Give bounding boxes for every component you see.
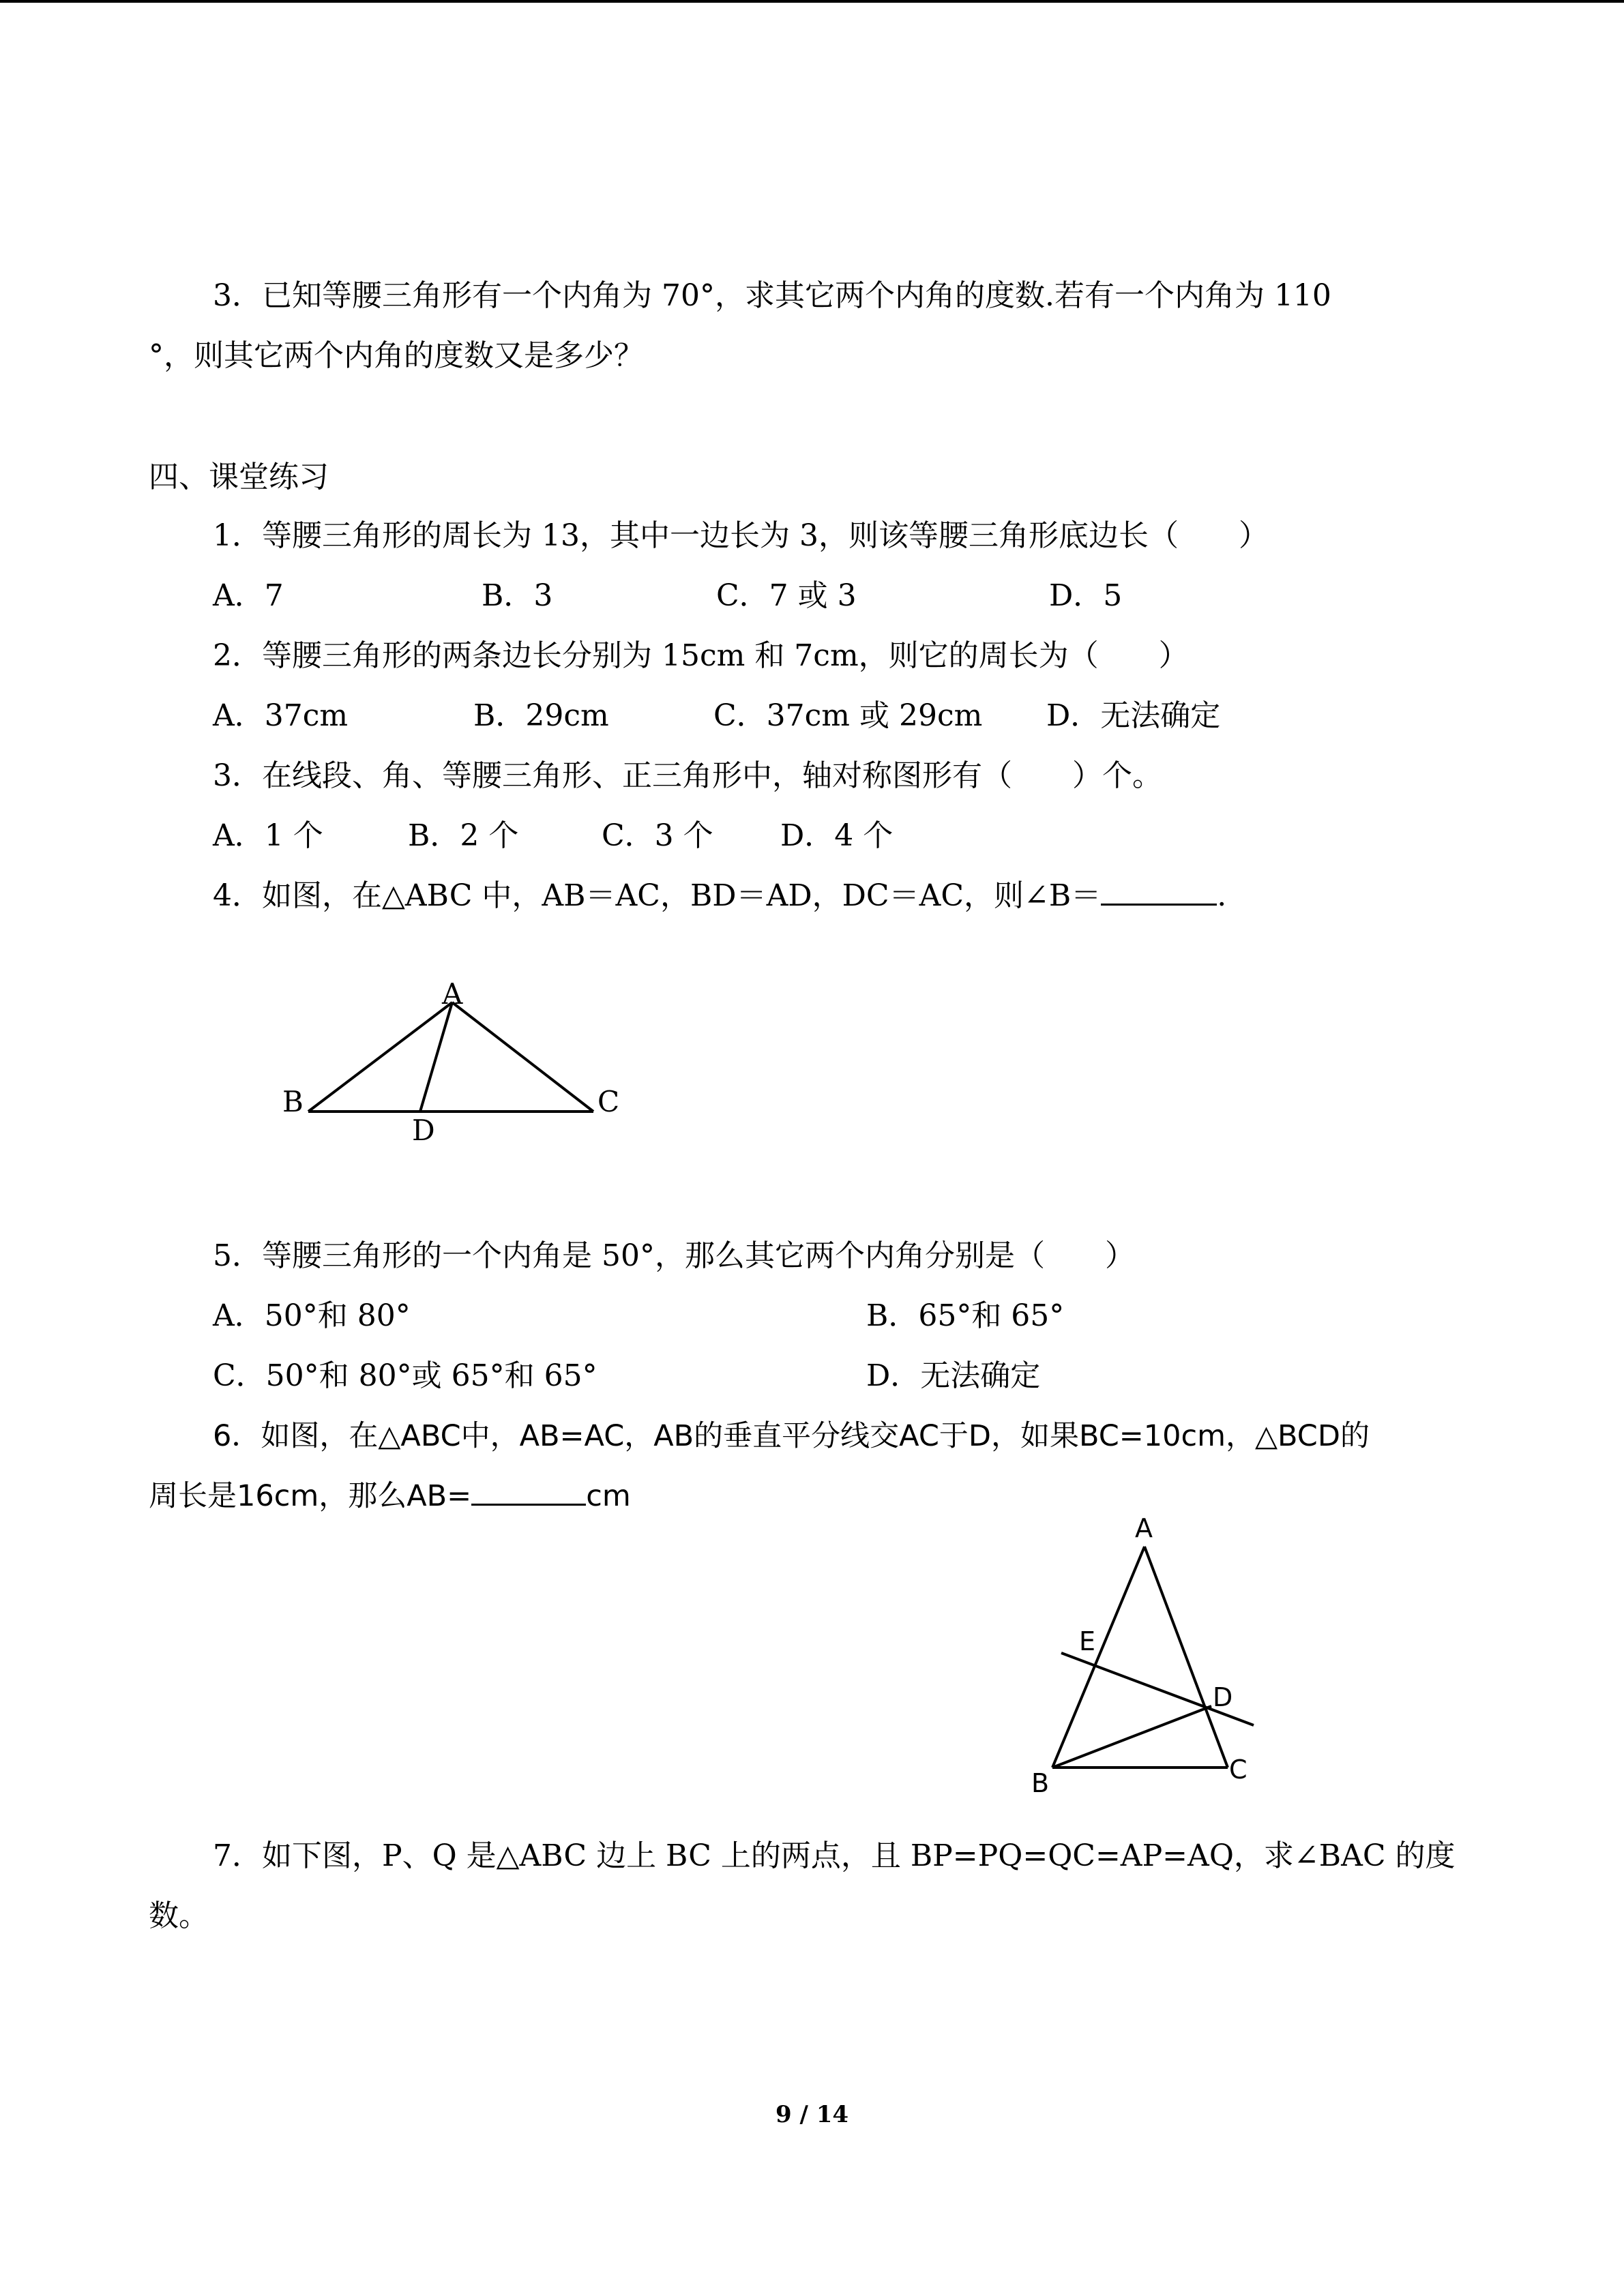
exercise-3-option-d: D．4 个 — [780, 818, 894, 853]
exercise-5-option-d: D．无法确定 — [866, 1358, 1041, 1393]
figure4-label-d: D — [412, 1114, 435, 1147]
exercise-1-option-a: A．7 — [213, 578, 284, 613]
figure4-label-a: A — [442, 977, 463, 1011]
exercise-5-option-b: B．65°和 65° — [866, 1298, 1065, 1333]
exercise-1-stem: 1．等腰三角形的周长为 13，其中一边长为 3，则该等腰三角形底边长（ ） — [213, 518, 1269, 553]
figure6-label-e: E — [1079, 1626, 1096, 1656]
figure6-side-ac — [1145, 1547, 1228, 1768]
exercise-2-option-a: A．37cm — [213, 698, 349, 733]
exercise-5-option-c: C．50°和 80°或 65°和 65° — [213, 1358, 597, 1393]
exercise-2-option-d: D．无法确定 — [1046, 698, 1221, 733]
exercise-1-option-b: B．3 — [482, 578, 553, 613]
figure4-label-c: C — [597, 1085, 620, 1118]
exercise-6-text: 周长是16cm，那么AB= — [149, 1479, 472, 1513]
exercise-4-period: . — [1217, 878, 1227, 913]
exercise-5-stem: 5．等腰三角形的一个内角是 50°，那么其它两个内角分别是（ ） — [213, 1238, 1135, 1273]
figure6-segment-bd — [1052, 1706, 1211, 1768]
question-3-line2: °，则其它两个内角的度数又是多少？ — [149, 338, 644, 373]
question-3-line1: 3．已知等腰三角形有一个内角为 70°，求其它两个内角的度数.若有一个内角为 110 — [213, 278, 1331, 313]
exercise-2-option-b: B．29cm — [473, 698, 609, 733]
exercise-1-option-c: C．7 或 3 — [716, 578, 857, 613]
exercise-3-option-b: B．2 个 — [408, 818, 519, 853]
exercise-2-option-c: C．37cm 或 29cm — [713, 698, 983, 733]
exercise-6-line1: 6．如图，在△ABC中，AB=AC，AB的垂直平分线交AC于D，如果BC=10cm，△BCD的 — [213, 1419, 1370, 1453]
exercise-3-option-c: C．3 个 — [602, 818, 713, 853]
page-number: 9 / 14 — [775, 2101, 849, 2128]
section-title: 四、课堂练习 — [149, 460, 329, 494]
exercise-6-unit: cm — [586, 1479, 631, 1513]
exercise-3-stem: 3．在线段、角、等腰三角形、正三角形中，轴对称图形有（ ）个。 — [213, 758, 1162, 793]
exercise-2-stem: 2．等腰三角形的两条边长分别为 15cm 和 7cm，则它的周长为（ ） — [213, 638, 1189, 673]
figure6-label-a: A — [1135, 1513, 1153, 1543]
figure6-label-b: B — [1031, 1768, 1050, 1798]
figure6-side-ab — [1052, 1547, 1145, 1768]
figure6-label-d: D — [1213, 1682, 1233, 1712]
figure6-label-c: C — [1229, 1755, 1247, 1785]
exercise-7-line1: 7．如下图，P、Q 是△ABC 边上 BC 上的两点，且 BP=PQ=QC=AP=AQ，求∠BAC 的度 — [213, 1838, 1456, 1873]
exercise-7-line2: 数。 — [149, 1898, 209, 1933]
figure4-label-b: B — [282, 1085, 304, 1118]
exercise-5-option-a: A．50°和 80° — [213, 1298, 411, 1333]
exercise-1-option-d: D．5 — [1049, 578, 1123, 613]
exercise-3-option-a: A．1 个 — [213, 818, 323, 853]
exercise-4-text: 4．如图，在△ABC 中，AB＝AC，BD＝AD，DC＝AC，则∠B＝ — [213, 878, 1102, 913]
